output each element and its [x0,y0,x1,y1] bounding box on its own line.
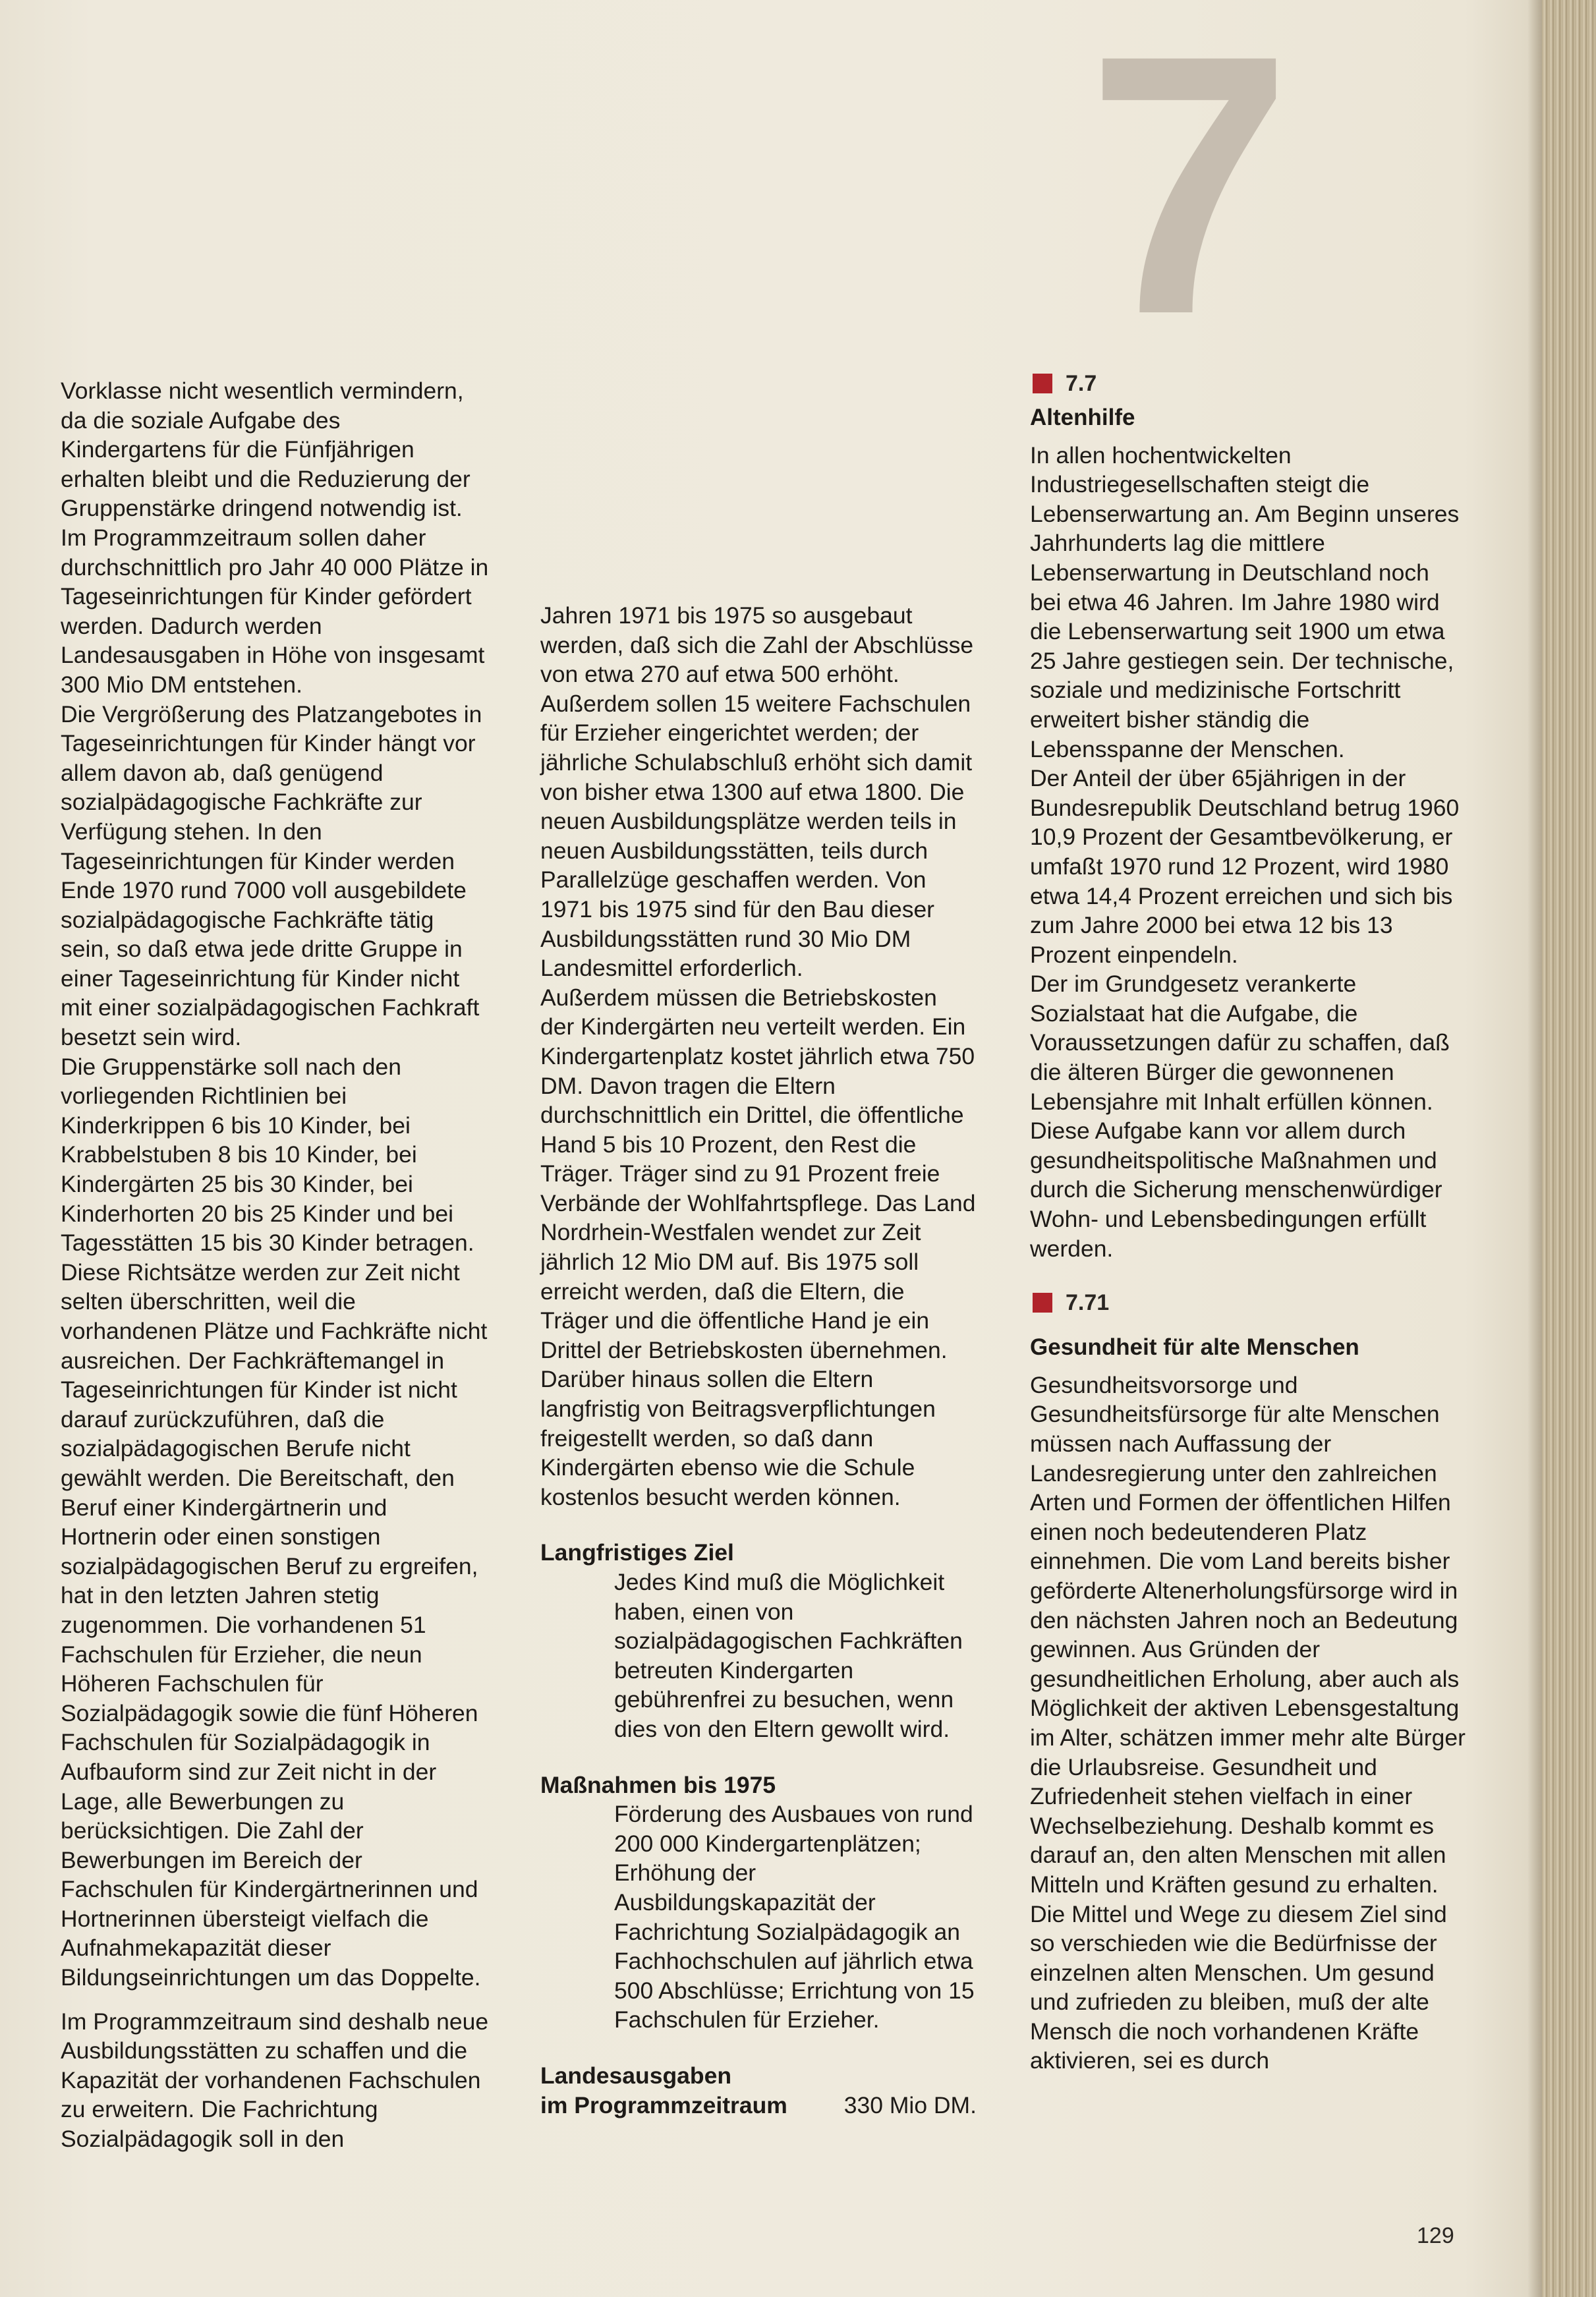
section-number-7-7 [1030,369,1467,398]
paragraph: Vorklasse nicht wesentlich vermindern, da die soziale Aufgabe des Kindergartens für die Fünfjährigen erhalten bleibt und die Reduzierung der Gruppenstärke dringend notwendig ist. Im Programmzeitraum sollen daher durchschnittlich pro Jahr 40 000 Plätze in Tageseinrichtungen für Kinder gefördert werden. Dadurch werden Landesausgaben in Höhe von insgesamt 300 Mio DM entstehen. [61,378,489,698]
paragraph: Jahren 1971 bis 1975 so ausgebaut werden, daß sich die Zahl der Abschlüsse von etwa 270 auf etwa 500 erhöht. Außerdem sollen 15 weitere Fachschulen für Erzieher eingerichtet werden; der jährliche Schulabschluß erhöht sich damit von bisher etwa 1300 auf etwa 1800. Die neuen Ausbildungsplätze werden teils in neuen Ausbildungsstätten, teils durch Parallelzüge geschaffen werden. Von 1971 bis 1975 sind für den Bau dieser Ausbildungsstätten rund 30 Mio DM Landesmittel erforderlich. [540,602,974,982]
paragraph-measures: Förderung des Ausbaues von rund 200 000 Kindergartenplätzen; Erhöhung der Ausbildungskapazität der Fachrichtung Sozialpädagogik an Fachhochschulen auf jährlich etwa 500 Abschlüsse; Errichtung von 15 Fachschulen für Erzieher. [614,1801,975,2033]
column-middle [540,601,977,2120]
column-right [1030,369,1467,2076]
paragraph: Außerdem müssen die Betriebskosten der Kindergärten neu verteilt werden. Ein Kindergartenplatz kostet jährlich etwa 750 DM. Davon tragen die Eltern durchschnittlich ein Drittel, die öffentliche Hand 5 bis 10 Prozent, den Rest die Träger. Träger sind zu 91 Prozent freie Verbände der Wohlfahrtspflege. Das Land Nordrhein-Westfalen wendet zur Zeit jährlich 12 Mio DM auf. Bis 1975 soll erreicht werden, daß die Eltern, die Träger und die öffentliche Hand je ein Drittel der Betriebskosten übernehmen. Darüber hinaus sollen die Eltern langfristig von Beitragsverpflichtungen freigestellt werden, so daß dann Kindergärten ebenso wie die Schule kostenlos besucht werden können. [540,984,976,1510]
section-title-health: Gesundheit für alte Menschen [1030,1334,1359,1361]
subheading-long-term-goal: Langfristiges Ziel [540,1539,734,1566]
section-number: 7.7 [1066,371,1097,396]
paragraph: Der Anteil der über 65jährigen in der Bundesrepublik Deutschland betrug 1960 10,9 Prozent der Gesamtbevölkerung, er umfaßt 1970 rund 12 Prozent, wird 1980 etwa 14,4 Prozent erreichen und sich bis zum Jahre 2000 bei etwa 12 bis 13 Prozent einpendeln. [1030,765,1460,968]
subheading-program-period: im Programmzeitraum [540,2091,787,2118]
book-page-edges [1542,0,1596,2297]
section-title-altenhilfe: Altenhilfe [1030,405,1135,430]
section-number-7-71 [1030,1288,1467,1317]
paragraph: Im Programmzeitraum sind deshalb neue Ausbildungsstätten zu schaffen und die Kapazität der vorhandenen Fachschulen zu erweitern. Die Fachrichtung Sozialpädagogik soll in den [61,2008,489,2153]
paragraph: Die Gruppenstärke soll nach den vorliegenden Richtlinien bei Kinderkrippen 6 bis 10 Kinder, bei Krabbelstuben 8 bis 10 Kinder, bei Kindergärten 25 bis 30 Kinder, bei Kinderhorten 20 bis 25 Kinder und bei Tagesstätten 15 bis 30 Kinder betragen. Diese Richtsätze werden zur Zeit nicht selten überschritten, weil die vorhandenen Plätze und Fachkräfte nicht ausreichen. Der Fachkräftemangel in Tageseinrichtungen für Kinder ist nicht darauf zurückzuführen, daß die sozialpädagogischen Berufe nicht gewählt werden. Die Bereitschaft, den Beruf einer Kindergärtnerin und Hortnerin oder einen sonstigen sozialpädagogischen Beruf zu ergreifen, hat in den letzten Jahren stetig zugenommen. Die vorhandenen 51 Fachschulen für Erzieher, die neun Höheren Fachschulen für Sozialpädagogik sowie die fünf Höheren Fachschulen für Sozialpädagogik in Aufbauform sind zur Zeit nicht in der Lage, alle Bewerbungen zu berücksichtigen. Die Zahl der Bewerbungen im Bereich der Fachschulen für Kindergärtnerinnen und Hortnerinnen übersteigt vielfach die Aufnahmekapazität dieser Bildungseinrichtungen um das Doppelte. [61,1053,488,1991]
section-marker-icon [1033,374,1052,393]
expenditure-total-value: 330 Mio DM. [843,2091,977,2118]
subheading-state-expenditure: Landesausgaben [540,2062,731,2089]
subheading-measures: Maßnahmen bis 1975 [540,1771,776,1798]
page-number: 129 [1417,2223,1454,2248]
paragraph: Die Vergrößerung des Platzangebotes in Tageseinrichtungen für Kinder hängt vor allem davon ab, daß genügend sozialpädagogische Fachkräfte zur Verfügung stehen. In den Tageseinrichtungen für Kinder werden Ende 1970 rund 7000 voll ausgebildete sozialpädagogische Fachkräfte tätig sein, so daß etwa jede dritte Gruppe in einer Tageseinrichtung für Kinder nicht mit einer sozialpädagogischen Fachkraft besetzt sein wird. [61,700,482,1051]
paragraph: Gesundheitsvorsorge und Gesundheitsfürsorge für alte Menschen müssen nach Auffassung der Landesregierung unter den zahlreichen Arten und Formen der öffentlichen Hilfen einen noch bedeutenderen Platz einnehmen. Die vom Land bereits bisher geförderte Altenerholungsfürsorge wird in den nächsten Jahren noch an Bedeutung gewinnen. Aus Gründen der gesundheitlichen Erholung, aber auch als Möglichkeit der aktiven Lebensgestaltung im Alter, schätzen immer mehr alte Bürger die Urlaubsreise. Gesundheit und Zufriedenheit stehen vielfach in einer Wechselbeziehung. Deshalb kommt es darauf an, den alten Menschen mit allen Mitteln und Kräften gesund zu erhalten. Die Mittel und Wege zu diesem Ziel sind so verschieden wie die Bedürfnisse der einzelnen alten Menschen. Um gesund und zufrieden zu bleiben, muß der alte Mensch die noch vorhandenen Kräfte aktivieren, sei es durch [1030,1371,1466,2074]
paragraph: Der im Grundgesetz verankerte Sozialstaat hat die Aufgabe, die Voraussetzungen dafür zu schaffen, daß die älteren Bürger die gewonnenen Lebensjahre mit Inhalt erfüllen können. Diese Aufgabe kann vor allem durch gesundheitspolitische Maßnahmen und durch die Sicherung menschenwürdiger Wohn- und Lebensbedingungen erfüllt werden. [1030,971,1450,1262]
expenditure-total-row [540,2091,977,2120]
paragraph-long-term-goal: Jedes Kind muß die Möglichkeit haben, einen von sozialpädagogischen Fachkräften betreuten Kindergarten gebührenfrei zu besuchen, wenn dies von den Eltern gewollt wird. [614,1569,963,1742]
section-marker-icon [1033,1293,1052,1313]
column-left [61,376,489,2154]
section-number: 7.71 [1066,1290,1110,1316]
chapter-number: 7 [1087,36,1292,333]
state-expenditure-block [540,2061,977,2120]
paragraph: In allen hochentwickelten Industriegesellschaften steigt die Lebenserwartung an. Am Beginn unseres Jahrhunderts lag die mittlere Lebenserwartung in Deutschland noch bei etwa 46 Jahren. Im Jahre 1980 wird die Lebenserwartung seit 1900 um etwa 25 Jahre gestiegen sein. Der technische, soziale und medizinische Fortschritt erweitert bisher ständig die Lebensspanne der Menschen. [1030,441,1460,762]
